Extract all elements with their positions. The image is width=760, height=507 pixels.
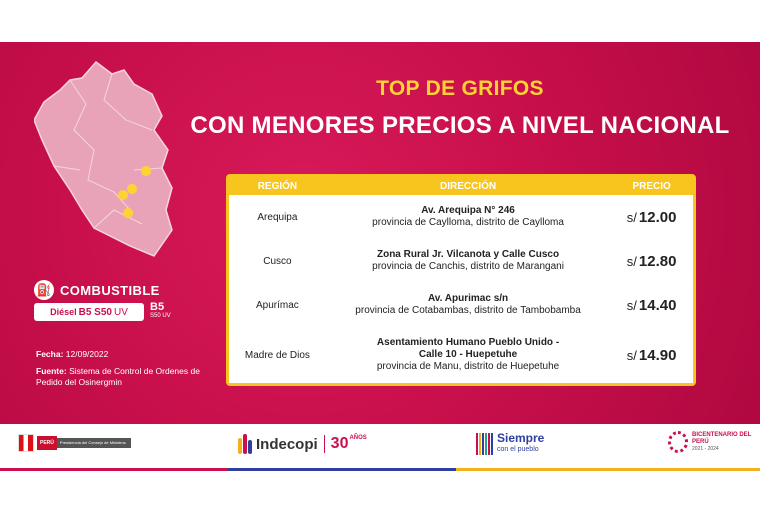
siempre-con-el-pueblo-logo (476, 432, 544, 456)
table-row (229, 195, 693, 239)
price-value: 14.40 (638, 296, 677, 314)
price-value: 12.00 (638, 208, 677, 226)
fuel-side-label (150, 303, 171, 325)
currency-symbol: s/ (626, 209, 637, 225)
address-sub: provincia de Cotabambas, distrito de Tambobamba (355, 305, 581, 316)
price-cell (613, 242, 690, 280)
indecopi-years: 30 (330, 435, 349, 452)
date-value: 12/09/2022 (65, 349, 109, 359)
address-main: Asentamiento Humano Pueblo Unido - (376, 337, 560, 348)
peru-label: PERÚ (37, 436, 57, 450)
region-cell: Apurímac (232, 286, 323, 324)
peru-map-icon (34, 60, 174, 260)
page-title: TOP DE GRIFOS (376, 77, 544, 100)
address-main: Av. Apurimac s/n (427, 293, 509, 304)
siempre-sub: con el pueblo (497, 446, 539, 453)
fuel-pump-icon: ⛽ (34, 280, 54, 300)
address-main: Zona Rural Jr. Vilcanota y Calle Cusco (376, 249, 560, 260)
table-row (229, 239, 693, 283)
column-header-region: REGIÓN (229, 177, 326, 195)
column-header-address: DIRECCIÓN (326, 177, 610, 195)
price-cell (613, 330, 690, 380)
source-row (36, 366, 216, 388)
price-value: 12.80 (638, 252, 677, 270)
address-sub: provincia de Canchis, distrito de Marangani (372, 261, 564, 272)
region-cell: Madre de Dios (232, 330, 323, 380)
column-header-price: PRECIO (610, 177, 693, 195)
address-sub: provincia de Caylloma, distrito de Caylloma (372, 217, 564, 228)
fuel-pill-prefix: Diésel (50, 307, 77, 317)
address-main: Av. Arequipa N° 246 (421, 205, 515, 216)
price-table (226, 174, 696, 386)
peru-government-logo (18, 434, 131, 452)
indecopi-anos: AÑOS (349, 435, 367, 441)
meta-info (36, 349, 216, 394)
currency-symbol: s/ (626, 253, 637, 269)
bicentenario-main: BICENTENARIO DEL PERÚ (692, 431, 752, 445)
fuel-pill-main: B5 S50 (78, 306, 112, 318)
peru-org-label: Presidencia del Consejo de Ministros (57, 438, 131, 448)
fuel-type-pill (34, 303, 144, 321)
address-cell (329, 198, 607, 236)
source-label: Fuente: (36, 366, 67, 376)
footer-color-stripe (0, 468, 760, 471)
table-header-row (229, 177, 693, 195)
address-cell (329, 242, 607, 280)
indecopi-mark-icon (238, 434, 252, 454)
bicentenario-logo (668, 431, 760, 453)
fuel-side-small: S50 UV (150, 313, 171, 319)
address-sub: provincia de Manu, distrito de Huepetuhe (376, 361, 560, 372)
indecopi-logo (238, 434, 367, 454)
price-cell (613, 198, 690, 236)
price-value: 14.90 (638, 346, 677, 364)
address-cell (329, 286, 607, 324)
region-cell: Cusco (232, 242, 323, 280)
fuel-badge (34, 279, 192, 325)
address-cell (329, 330, 607, 380)
siempre-bars-icon (476, 433, 494, 455)
siempre-main: Siempre (497, 431, 545, 445)
table-row (229, 327, 693, 383)
peru-flag-icon (18, 434, 34, 452)
fuel-side-big: B5 (150, 301, 165, 313)
source-value: Sistema de Control de Ordenes de Pedido del Osinergmin (36, 366, 200, 387)
date-label: Fecha: (36, 349, 64, 359)
price-cell (613, 286, 690, 324)
currency-symbol: s/ (626, 347, 637, 363)
fuel-label: COMBUSTIBLE (60, 282, 160, 298)
currency-symbol: s/ (626, 297, 637, 313)
table-row (229, 283, 693, 327)
address-main-line2: Calle 10 - Huepetuhe (418, 349, 518, 360)
bicentenario-ring-icon (668, 431, 688, 453)
fuel-pill-suffix: UV (113, 306, 128, 318)
page-subtitle: CON MENORES PRECIOS A NIVEL NACIONAL (190, 112, 730, 139)
date-row (36, 349, 216, 360)
indecopi-anniversary (324, 435, 367, 453)
region-cell: Arequipa (232, 198, 323, 236)
bicentenario-sub: 2021 - 2024 (692, 445, 719, 452)
indecopi-text: Indecopi (256, 435, 318, 453)
